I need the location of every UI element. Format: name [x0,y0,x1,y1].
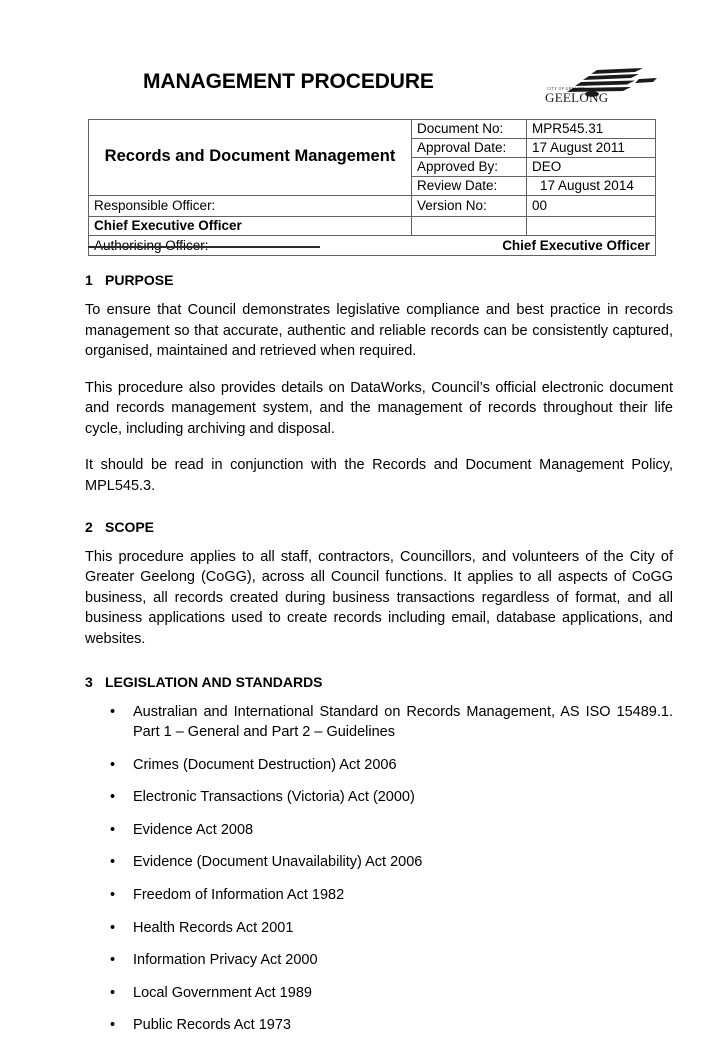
logo-small-text: CITY OF GREATER [547,87,586,91]
section-heading-legislation [85,674,673,690]
value-document-no: MPR545.31 [527,120,656,139]
bullet-icon: • [110,886,116,903]
list-item [85,1015,673,1036]
bullet-icon: • [110,984,116,1001]
label-approval-date: Approval Date: [412,139,527,158]
value-review-date: 17 August 2014 [527,177,656,196]
label-version-no: Version No: [412,196,527,216]
paragraph: To ensure that Council demonstrates legislative compliance and best practice in records management so that accurate, authentic and reliable records can be consistently captured, organised, maintained and retrieved when required. [85,302,673,360]
value-authorising-officer: Chief Executive Officer [502,237,650,253]
section-number: 1 [85,272,93,288]
list-item [85,702,673,743]
list-item [85,787,673,808]
list-item-label: Crimes (Document Destruction) Act 2006 [133,756,397,773]
list-item-label: Electronic Transactions (Victoria) Act (2000) [133,789,415,806]
section-title: SCOPE [105,518,155,535]
list-item [85,852,673,873]
table-row [89,196,656,216]
bullet-icon: • [110,1017,116,1034]
list-item [85,983,673,1004]
table-row [89,120,656,139]
legislation-list [85,702,673,1036]
section-heading-purpose [85,272,673,288]
paragraph: It should be read in conjunction with the Records and Document Management Policy, MPL545.3. [85,457,673,495]
list-item [85,755,673,776]
paragraph: This procedure also provides details on DataWorks, Council’s official electronic document and records management system, and the management of records throughout their life cycle, including archiving and disposal. [85,379,673,437]
document-subject-title: Records and Document Management [89,120,412,196]
list-item [85,950,673,971]
label-approved-by: Approved By: [412,158,527,177]
value-version-no: 00 [527,196,656,216]
bullet-icon: • [110,952,116,969]
signature-underline [88,246,320,248]
document-info-table [88,119,656,256]
section-spacer [85,650,673,674]
geelong-logo [539,66,657,106]
bullet-icon: • [110,821,116,838]
list-item [85,820,673,841]
list-item [85,885,673,906]
document-header [85,66,657,110]
bullet-icon: • [110,854,116,871]
list-item-label: Australian and International Standard on Records Management, AS ISO 15489.1. Part 1 – General and Part 2 – Guidelines [133,703,673,741]
bullet-icon: • [110,703,116,720]
section-number: 3 [85,673,93,690]
list-item-label: Information Privacy Act 2000 [133,952,318,969]
list-item-label: Freedom of Information Act 1982 [133,886,345,903]
section-title: PURPOSE [105,272,174,288]
value-approved-by: DEO [527,158,656,177]
bullet-icon: • [110,756,116,773]
empty-cell-value [527,216,656,235]
section-spacer [85,497,673,519]
list-item-label: Health Records Act 2001 [133,919,294,936]
list-item-label: Evidence Act 2008 [133,821,254,838]
logo-wordmark: GEELONG [545,90,609,105]
bullet-icon: • [110,919,116,936]
value-responsible-officer: Chief Executive Officer [89,216,412,235]
label-responsible-officer: Responsible Officer: [89,196,412,216]
document-body [85,272,673,1048]
bullet-icon: • [110,789,116,806]
label-document-no: Document No: [412,120,527,139]
empty-cell-label [412,216,527,235]
list-item-label: Evidence (Document Unavailability) Act 2006 [133,854,423,871]
list-item-label: Local Government Act 1989 [133,984,312,1001]
value-approval-date: 17 August 2011 [527,139,656,158]
section-number: 2 [85,518,93,535]
section-heading-scope [85,519,673,535]
list-item [85,918,673,939]
label-review-date: Review Date: [412,177,527,196]
table-row [89,216,656,235]
list-item-label: Public Records Act 1973 [133,1017,291,1034]
page-title: MANAGEMENT PROCEDURE [143,70,434,93]
section-title: LEGISLATION AND STANDARDS [105,673,323,690]
paragraph: This procedure applies to all staff, contractors, Councillors, and volunteers of the City of Greater Geelong (CoGG), across all Council functions. It applies to all aspects of CoGG business, all records created during business transactions regardless of format, and all business applications used to create records including email, database applications, and websites. [85,548,673,647]
